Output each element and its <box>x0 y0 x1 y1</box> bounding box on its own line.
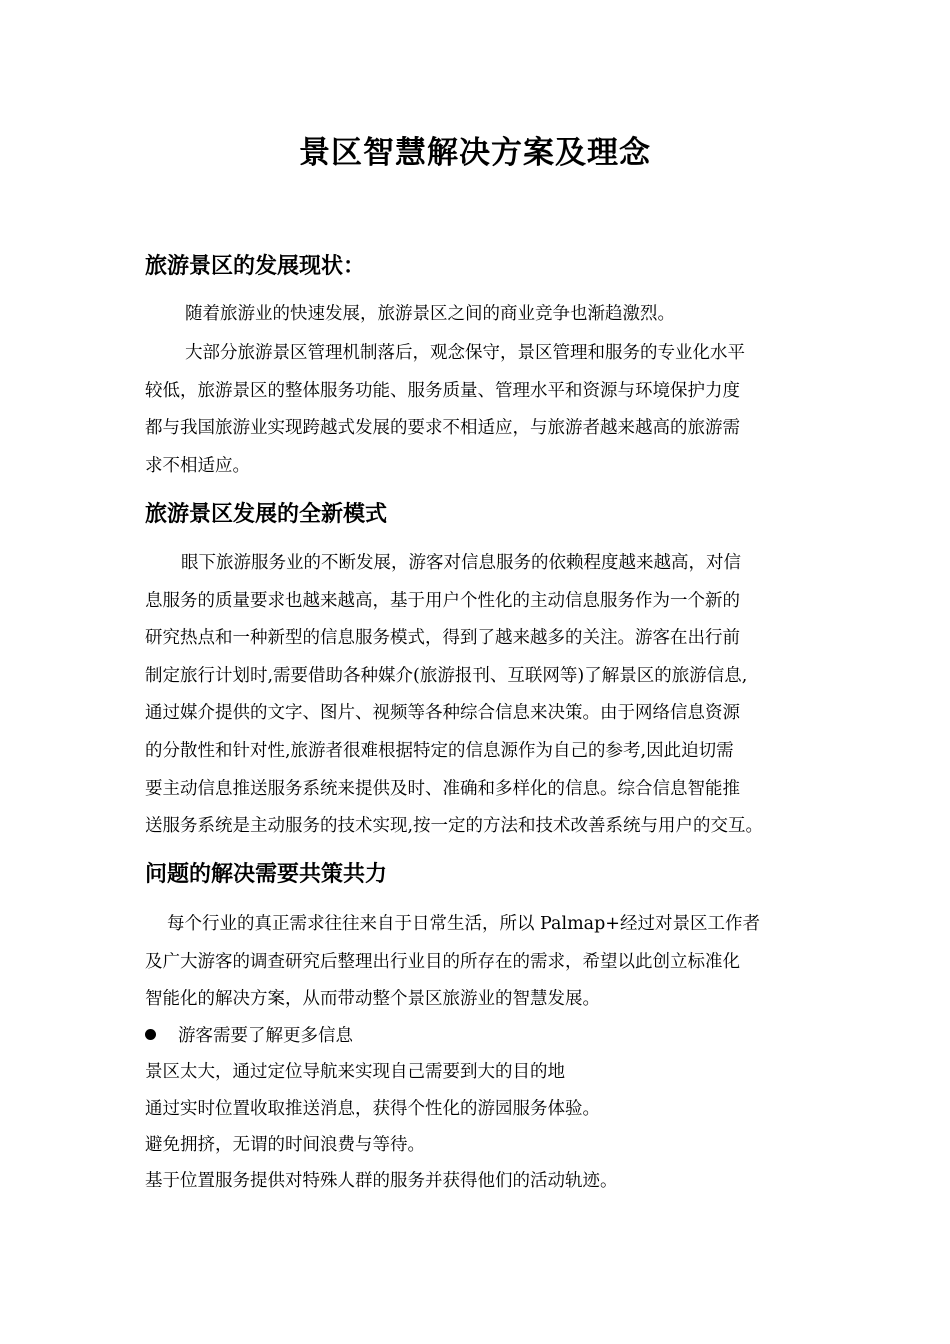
bullet-dot-icon <box>145 1029 156 1040</box>
paragraph-line: 眼下旅游服务业的不断发展，游客对信息服务的依赖程度越来越高，对信 <box>181 553 741 573</box>
section-heading-current-status: 旅游景区的发展现状： <box>145 253 366 279</box>
paragraph-line: 大部分旅游景区管理机制落后，观念保守，景区管理和服务的专业化水平 <box>185 343 745 363</box>
paragraph-line: 较低，旅游景区的整体服务功能、服务质量、管理水平和资源与环境保护力度 <box>145 380 740 401</box>
document-title: 景区智慧解决方案及理念 <box>299 135 651 171</box>
paragraph-information-service <box>145 545 825 846</box>
paragraph-line: 制定旅行计划时,需要借助各种媒介(旅游报刊、互联网等)了解景区的旅游信息, <box>145 665 748 686</box>
paragraph-line: 通过媒介提供的文字、图片、视频等各种综合信息来决策。由于网络信息资源 <box>145 703 740 724</box>
paragraph-line: 智能化的解决方案，从而带动整个景区旅游业的智慧发展。 <box>145 989 600 1010</box>
paragraph-line: 随着旅游业的快速发展，旅游景区之间的商业竞争也渐趋激烈。 <box>185 304 675 324</box>
need-line-avoid-crowds: 避免拥挤，无谓的时间浪费与等待。 <box>145 1135 425 1155</box>
paragraph-line: 及广大游客的调查研究后整理出行业目的所存在的需求，希望以此创立标准化 <box>145 951 740 972</box>
section-heading-new-model: 旅游景区发展的全新模式 <box>145 501 388 527</box>
paragraph-line: 送服务系统是主动服务的技术实现,按一定的方法和技术改善系统与用户的交互。 <box>145 816 764 837</box>
paragraph-line: 要主动信息推送服务系统来提供及时、准确和多样化的信息。综合信息智能推 <box>145 778 740 799</box>
paragraph-line: 求不相适应。 <box>145 455 250 476</box>
bullet-item-visitor-needs <box>145 1020 353 1052</box>
need-line-special-groups: 基于位置服务提供对特殊人群的服务并获得他们的活动轨迹。 <box>145 1171 618 1191</box>
paragraph-line: 的分散性和针对性,旅游者很难根据特定的信息源作为自己的参考,因此迫切需 <box>145 740 734 761</box>
section-heading-joint-effort: 问题的解决需要共策共力 <box>145 861 388 887</box>
paragraph-palmap-solution <box>145 906 825 1019</box>
paragraph-line: 都与我国旅游业实现跨越式发展的要求不相适应，与旅游者越来越高的旅游需 <box>145 418 740 439</box>
paragraph-line: 息服务的质量要求也越来越高，基于用户个性化的主动信息服务作为一个新的 <box>145 590 740 611</box>
need-line-push-messages: 通过实时位置收取推送消息，获得个性化的游园服务体验。 <box>145 1099 600 1119</box>
paragraph-line: 每个行业的真正需求往往来自于日常生活，所以 Palmap+经过对景区工作者 <box>167 914 760 934</box>
paragraph-management <box>145 335 825 485</box>
need-line-navigation: 景区太大，通过定位导航来实现自己需要到大的目的地 <box>145 1062 565 1082</box>
paragraph-competition <box>145 296 825 334</box>
paragraph-line: 研究热点和一种新型的信息服务模式，得到了越来越多的关注。游客在出行前 <box>145 628 740 649</box>
bullet-text: 游客需要了解更多信息 <box>178 1026 353 1046</box>
